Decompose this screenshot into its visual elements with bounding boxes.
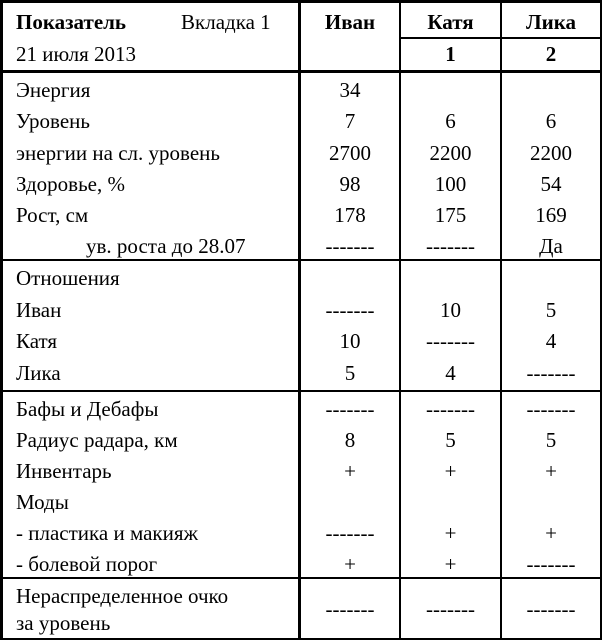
row-label-relations: Отношения [16,266,120,290]
header-bottom-line [3,70,600,73]
cell-energy-next-lika: 2200 [530,141,572,165]
cell-radar-ivan: 8 [344,428,356,452]
cell-unspent-ivan: ------- [325,597,375,621]
cell-buffs-lika: ------- [526,397,576,421]
row-label-mods: Моды [16,490,69,514]
row-label-health: Здоровье, % [16,172,125,196]
cell-health-katya: 100 [434,172,467,196]
row-label-radar: Радиус радара, км [16,428,178,452]
cell-radar-lika: 5 [545,428,557,452]
row-label-pain-threshold: - болевой порог [16,552,158,576]
cell-growth-katya: ------- [426,234,475,258]
cell-growth-ivan: ------- [325,234,375,258]
column-header-lika: Лика [525,10,577,34]
section-line-unspent [3,577,600,579]
row-label-energy-next-level: энергии на сл. уровень [16,141,220,165]
column-number-katya: 1 [445,42,456,66]
section-line-relations [3,259,600,261]
cell-rel-ivan-ivan: ------- [325,298,375,322]
cell-pain-lika: ------- [526,552,576,576]
cell-pain-katya: + [444,552,457,576]
header-inner-line [399,37,600,39]
cell-inventory-katya: + [444,459,457,483]
cell-inventory-ivan: + [344,459,356,483]
cell-level-katya: 6 [445,109,456,133]
cell-level-lika: 6 [545,109,557,133]
cell-health-lika: 54 [540,172,562,196]
cell-level-ivan: 7 [344,109,356,133]
tab-label: Вкладка 1 [181,10,271,34]
cell-plastic-lika: + [545,521,557,545]
cell-health-ivan: 98 [339,172,361,196]
row-label-inventory: Инвентарь [16,459,112,483]
row-label-plastic-makeup: - пластика и макияж [16,521,199,545]
cell-height-katya: 175 [434,203,467,227]
cell-unspent-lika: ------- [526,597,576,621]
cell-growth-lika: Да [539,234,563,258]
sheet-title: Показатель [16,10,127,34]
cell-pain-ivan: + [344,552,356,576]
row-label-height: Рост, см [16,203,89,227]
row-label-rel-katya: Катя [16,329,58,353]
cell-energy-ivan: 34 [339,78,361,102]
column-header-katya: Катя [427,10,474,34]
row-label-energy: Энергия [16,78,91,102]
cell-rel-katya-ivan: 10 [339,329,361,353]
cell-plastic-ivan: ------- [325,521,375,545]
cell-buffs-ivan: ------- [325,397,375,421]
cell-height-ivan: 178 [334,203,366,227]
cell-rel-ivan-lika: 5 [545,298,557,322]
cell-energy-next-ivan: 2700 [329,141,371,165]
row-label-level: Уровень [16,109,90,133]
cell-radar-katya: 5 [445,428,456,452]
cell-inventory-lika: + [545,459,557,483]
cell-rel-katya-lika: 4 [545,329,557,353]
section-line-buffs [3,390,600,392]
row-label-unspent-point: Нераспределенное очко [16,584,229,608]
row-label-rel-ivan: Иван [16,298,62,322]
row-label-growth-increase: ув. роста до 28.07 [86,234,246,258]
row-label-unspent-point-line2: за уровень [16,611,111,635]
cell-unspent-katya: ------- [426,597,475,621]
column-header-ivan: Иван [324,10,376,34]
cell-rel-ivan-katya: 10 [440,298,461,322]
column-number-lika: 2 [545,42,557,66]
sheet-date: 21 июля 2013 [16,42,137,66]
cell-energy-next-katya: 2200 [429,141,472,165]
cell-rel-katya-katya: ------- [426,329,475,353]
cell-buffs-katya: ------- [426,397,475,421]
cell-rel-lika-katya: 4 [445,361,456,385]
cell-rel-lika-ivan: 5 [344,361,356,385]
cell-rel-lika-lika: ------- [526,361,576,385]
cell-plastic-katya: + [444,521,457,545]
cell-height-lika: 169 [535,203,567,227]
row-label-buffs: Бафы и Дебафы [16,397,159,421]
row-label-rel-lika: Лика [16,361,61,385]
